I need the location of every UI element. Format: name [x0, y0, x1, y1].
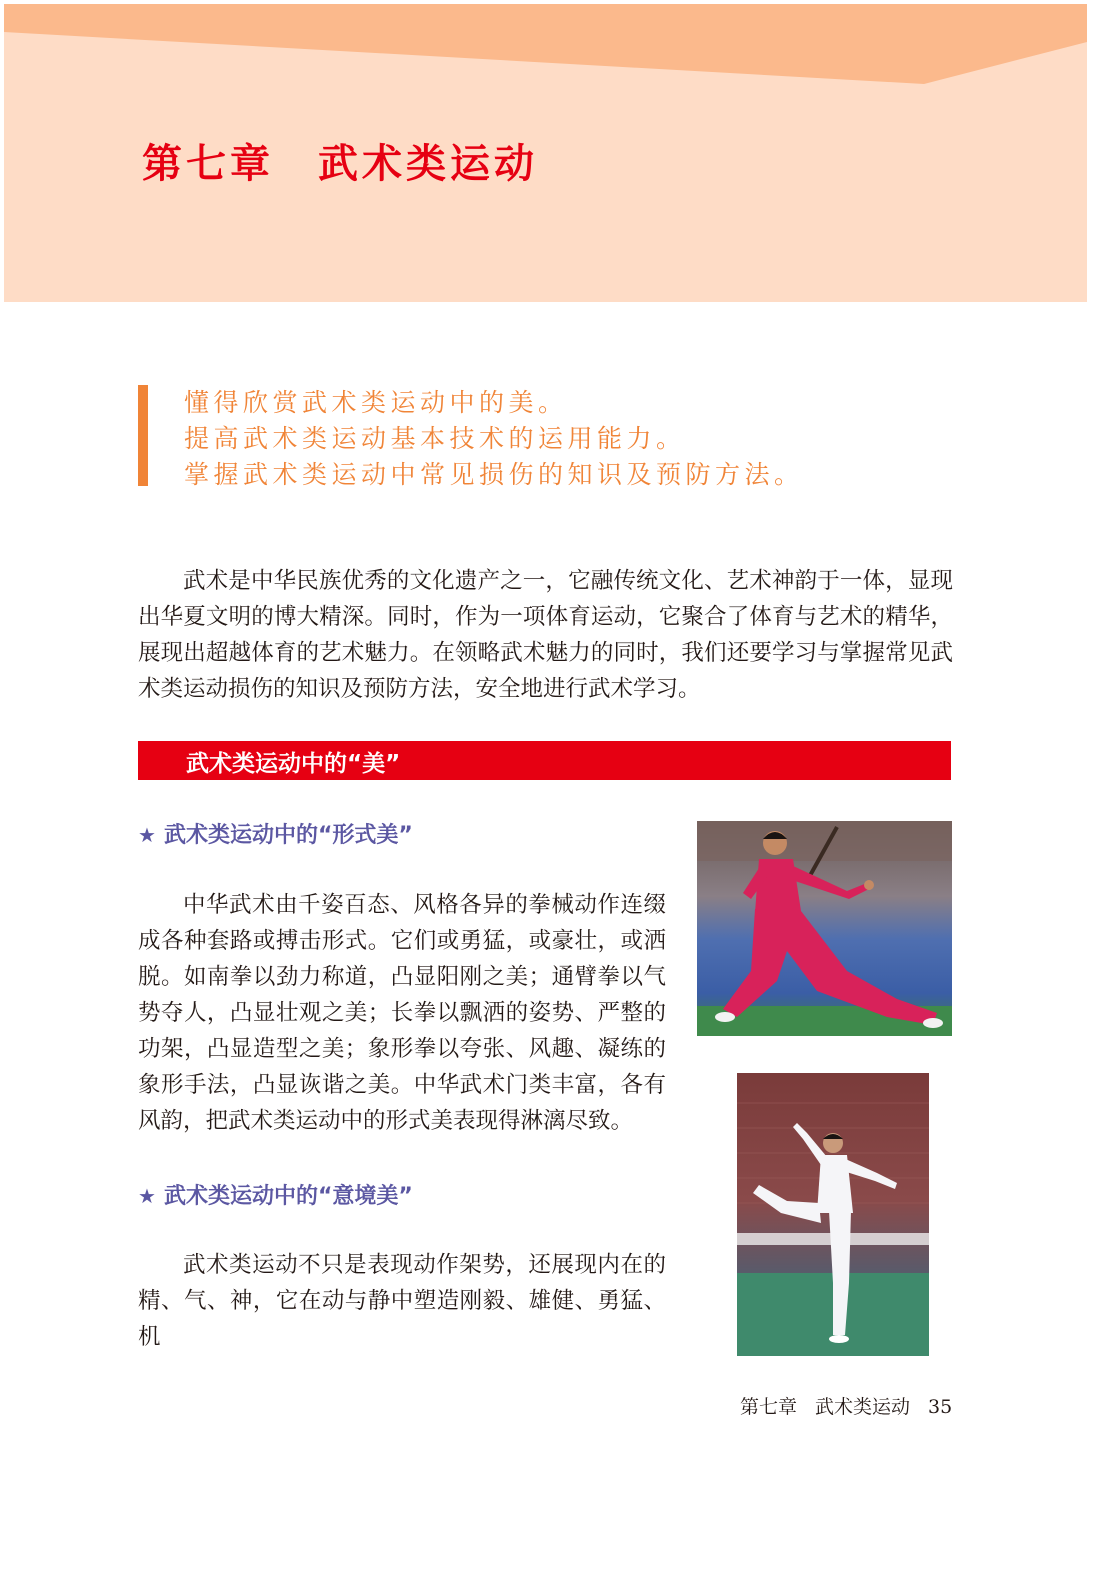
section-title: 武术类运动中的“美” — [186, 751, 401, 777]
intro-paragraph: 武术是中华民族优秀的文化遗产之一，它融传统文化、艺术神韵于一体，显现出华夏文明的博大精深。同时，作为一项体育运动，它聚合了体育与艺术的精华，展现出超越体育的艺术魅力。在领略武术魅力的同时，我们还要学习与掌握常见武术类运动损伤的知识及预防方法，安全地进行武术学习。 — [138, 568, 953, 702]
page-number: 35 — [928, 1396, 953, 1418]
mood-beauty-paragraph: 武术类运动不只是表现动作架势，还展现内在的精、气、神，它在动与静中塑造刚毅、雄健、勇猛、机 — [138, 1252, 666, 1350]
section-header — [138, 741, 951, 780]
subsection-title: 武术类运动中的“形式美” — [163, 823, 413, 848]
footer-chapter-label: 第七章 — [740, 1396, 798, 1418]
learning-goals — [138, 385, 804, 489]
chapter-name: 武术类运动 — [318, 140, 538, 187]
subsection-heading-mood — [138, 1179, 413, 1210]
star-icon: ★ — [138, 823, 156, 847]
banner-stripe — [4, 4, 1087, 94]
goal-item: 懂得欣赏武术类运动中的美。 — [184, 388, 568, 417]
goal-item: 提高武术类运动基本技术的运用能力。 — [184, 424, 686, 453]
star-icon: ★ — [138, 1184, 156, 1208]
subsection-heading-form — [138, 818, 413, 849]
chapter-banner — [4, 4, 1087, 302]
chapter-label: 第七章 — [142, 140, 274, 187]
page-footer — [740, 1392, 952, 1419]
chapter-title — [142, 132, 538, 189]
taichi-woman-photo — [737, 1073, 929, 1356]
footer-chapter-name: 武术类运动 — [815, 1396, 911, 1418]
form-beauty-paragraph: 中华武术由千姿百态、风格各异的拳械动作连缀成各种套路或搏击形式。它们或勇猛，或豪壮，或洒脱。如南拳以劲力称道，凸显阳刚之美；通臂拳以气势夺人，凸显壮观之美；长拳以飘洒的姿势、严整的功架，凸显造型之美；象形拳以夸张、风趣、凝练的象形手法，凸显诙谐之美。中华武术门类丰富，各有风韵，把武术类运动中的形式美表现得淋漓尽致。 — [138, 892, 666, 1134]
subsection-title: 武术类运动中的“意境美” — [163, 1184, 413, 1209]
wushu-swordswoman-photo — [697, 821, 952, 1036]
goal-item: 掌握武术类运动中常见损伤的知识及预防方法。 — [184, 460, 804, 489]
